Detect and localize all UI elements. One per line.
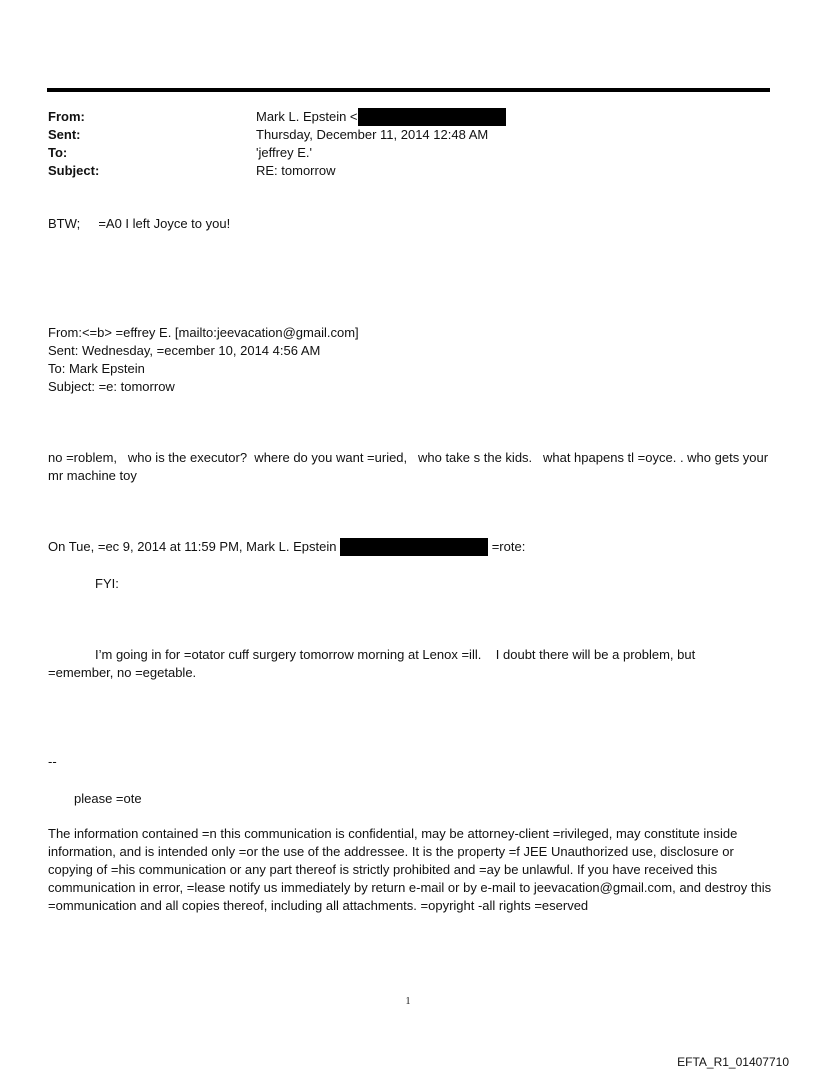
surgery-line-1: I’m going in for =otator cuff surgery tomorrow morning at Lenox =ill. I doubt there will be a problem, but [95,647,696,662]
subject-value: RE: tomorrow [256,163,336,178]
on-date-line [48,538,525,556]
redaction-block [340,538,488,556]
on-date-prefix: On Tue, =ec 9, 2014 at 11:59 PM, Mark L. Epstein [48,539,337,554]
to-label: To: [48,145,68,160]
quoted-from: From:<=b> =effrey E. [mailto:jeevacation@gmail.com] [48,325,359,340]
subject-label: Subject: [48,163,100,178]
from-value [256,108,506,126]
surgery-line-2: =emember, no =egetable. [48,665,197,680]
sent-row [48,126,506,144]
disclaimer-text: The information contained =n this communication is confidential, may be attorney-client =rivileged, may constitute inside information, and is intended only =or the use of the addressee. It is the property =f JEE Unauthorized use, disclosure or copying of =his communication or any part thereof is strictly prohibited and =ay be unlawful. If you have received this communication in error, =lease notify us immediately by return e-mail or by e-mail to jeevacation@gmail.com, and destroy this =ommunication and all copies thereof, including all attachments. =opyright -all rights =eserved [48,826,772,913]
subject-row [48,162,506,180]
to-row [48,144,506,162]
from-row [48,108,506,126]
btw-line: BTW; =A0 I left Joyce to you! [48,216,231,231]
document-id: EFTA_R1_01407710 [677,1055,789,1069]
quoted-sent: Sent: Wednesday, =ecember 10, 2014 4:56 AM [48,343,321,358]
reply-text: no =roblem, who is the executor? where do you want =uried, who take s the kids. what hpapens tl =oyce. . who gets your mr machine toy [48,450,772,483]
to-value: 'jeffrey E.' [256,145,313,160]
quoted-to: To: Mark Epstein [48,361,145,376]
redaction-block [358,108,506,126]
fyi-text: FYI: [95,576,119,591]
quoted-subject: Subject: =e: tomorrow [48,379,175,394]
header-rule [47,88,770,92]
please-note: please =ote [74,791,142,806]
from-name: Mark L. Epstein < [256,109,358,124]
email-header [48,108,506,180]
signature-dash: -- [48,754,57,769]
page-number: 1 [405,996,411,1007]
on-date-suffix: =rote: [491,539,526,554]
sent-value: Thursday, December 11, 2014 12:48 AM [256,127,489,142]
from-label: From: [48,109,85,124]
sent-label: Sent: [48,127,81,142]
